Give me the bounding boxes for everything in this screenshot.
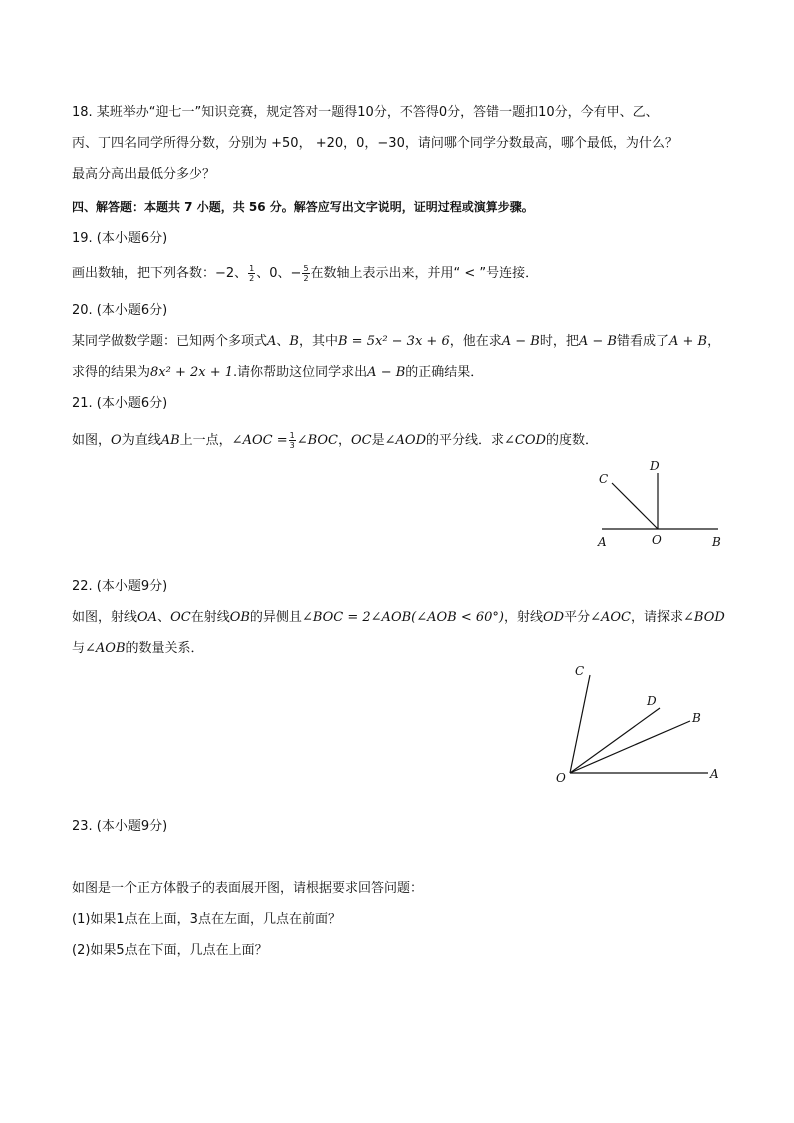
q20-text: ， <box>707 334 721 349</box>
fraction-numerator: 1 <box>289 431 295 440</box>
fraction-five-halves <box>302 264 309 283</box>
q22-text-part: ，请探求 <box>631 610 684 625</box>
label-C: C <box>575 664 585 678</box>
q21-text-part: 为直线 <box>121 433 161 448</box>
label-A: A <box>710 767 719 781</box>
q20-text: .请你帮助这位同学求出 <box>233 365 368 380</box>
q21-text <box>72 431 598 450</box>
q21-text-part: ， <box>337 433 351 448</box>
label-D: D <box>647 694 657 708</box>
math-angle-AOD: ∠AOD <box>384 433 426 448</box>
q22-line-2 <box>72 640 204 658</box>
ray-OB <box>570 721 690 773</box>
fraction-one-half <box>248 264 255 283</box>
math-angle-BOC: ∠BOC <box>296 433 338 448</box>
q23-part-2: (2)如果5点在下面，几点在上面？ <box>72 943 268 958</box>
q20-text: 求得的结果为 <box>72 365 151 380</box>
label-B: B <box>712 535 721 549</box>
q20-text: ，其中 <box>298 334 338 349</box>
math-OD: OD <box>543 610 565 625</box>
fraction-denominator: 2 <box>303 274 309 283</box>
q22-text-part: 的异侧且 <box>249 610 302 625</box>
q22-text-part: 在射线 <box>190 610 230 625</box>
fraction-denominator: 3 <box>289 441 295 450</box>
math-A-minus-B: A − B <box>367 365 406 380</box>
q20-text: 、 <box>276 334 290 349</box>
fraction-denominator: 2 <box>249 274 255 283</box>
q22-figure <box>550 658 730 788</box>
math-A-plus-B: A + B <box>668 334 708 349</box>
q23-part-1: (1)如果1点在上面，3点在左面，几点在前面？ <box>72 912 341 927</box>
q20-title: 20. (本小题6分) <box>72 303 168 318</box>
q18-line-2: 丙、丁四名同学所得分数，分别为 +50， +20，0，−30，请问哪个同学分数最高，哪个最低，为什么？ <box>72 136 678 151</box>
q22-text-part: 的数量关系． <box>125 641 204 656</box>
math-A-minus-B: A − B <box>501 334 540 349</box>
q21-title: 21. (本小题6分) <box>72 396 168 411</box>
q19-text-a: 画出数轴，把下列各数：−2、 <box>72 266 248 281</box>
ray-OC <box>570 675 590 773</box>
label-O: O <box>556 771 566 785</box>
q20-text: 错看成了 <box>616 334 669 349</box>
q22-title: 22. (本小题9分) <box>72 579 168 594</box>
math-angle-BOD: ∠BOD <box>683 610 725 625</box>
math-AB: AB <box>160 433 180 448</box>
q21-text-part: 是 <box>371 433 385 448</box>
q20-text: 的正确结果． <box>405 365 484 380</box>
fraction-one-third <box>289 431 296 450</box>
math-OB: OB <box>229 610 250 625</box>
math-A: A <box>267 334 277 349</box>
q23-intro: 如图是一个正方体骰子的表面展开图，请根据要求回答问题： <box>72 881 424 896</box>
q20-line-1 <box>72 333 720 351</box>
math-result-expression: 8x² + 2x + 1 <box>150 365 234 380</box>
q21-text-part: 的度数． <box>545 433 598 448</box>
math-A-minus-B: A − B <box>578 334 617 349</box>
q18-line-1: 18. 某班举办“迎七一”知识竞赛，规定答对一题得10分，不答得0分，答错一题扣10分，今有甲、乙、 <box>72 105 659 120</box>
label-C: C <box>599 472 609 486</box>
q22-text-part: 平分 <box>564 610 591 625</box>
math-angle-AOB: ∠AOB <box>85 641 126 656</box>
q21-text-part: 如图， <box>72 433 112 448</box>
fraction-numerator: 5 <box>303 264 309 273</box>
math-B: B <box>289 334 299 349</box>
math-OA: OA <box>137 610 158 625</box>
q22-text-part: 、 <box>157 610 171 625</box>
math-O: O <box>111 433 122 448</box>
q20-line-2 <box>72 364 483 382</box>
q19-text-c: 在数轴上表示出来，并用“ < ”号连接． <box>310 266 539 281</box>
section-4-header: 四、解答题：本题共 7 小题，共 56 分。解答应写出文字说明，证明过程或演算步骤。 <box>72 200 534 214</box>
math-angle-AOC: ∠AOC <box>590 610 631 625</box>
q22-line-1 <box>72 609 725 627</box>
math-relation: ∠BOC = 2∠AOB(∠AOB < 60°) <box>301 610 504 625</box>
math-angle-COD: ∠COD <box>504 433 546 448</box>
q19-text-b: 、0、− <box>256 266 302 281</box>
q21-text-part: 的平分线．求 <box>426 433 505 448</box>
label-O: O <box>652 533 662 547</box>
math-OC: OC <box>351 433 372 448</box>
math-OC: OC <box>170 610 191 625</box>
label-A: A <box>598 535 607 549</box>
q23-title: 23. (本小题9分) <box>72 819 168 834</box>
q21-figure <box>590 455 730 555</box>
q22-text-part: 如图，射线 <box>72 610 138 625</box>
q20-text: 某同学做数学题：已知两个多项式 <box>72 334 268 349</box>
q19-title: 19. (本小题6分) <box>72 231 168 246</box>
q19-text <box>72 264 538 283</box>
q21-text-part: 上一点， <box>179 433 232 448</box>
math-angle-AOC: ∠AOC = <box>231 433 288 448</box>
fraction-numerator: 1 <box>249 264 255 273</box>
label-D: D <box>650 459 660 473</box>
math-B-expression: B = 5x² − 3x + 6 <box>338 334 450 349</box>
q20-text: 时，把 <box>539 334 579 349</box>
ray-OC <box>612 483 658 529</box>
q22-text-part: 与 <box>72 641 86 656</box>
q18-line-3: 最高分高出最低分多少？ <box>72 167 216 182</box>
q22-text-part: ，射线 <box>503 610 543 625</box>
label-B: B <box>692 711 701 725</box>
q20-text: ，他在求 <box>449 334 502 349</box>
